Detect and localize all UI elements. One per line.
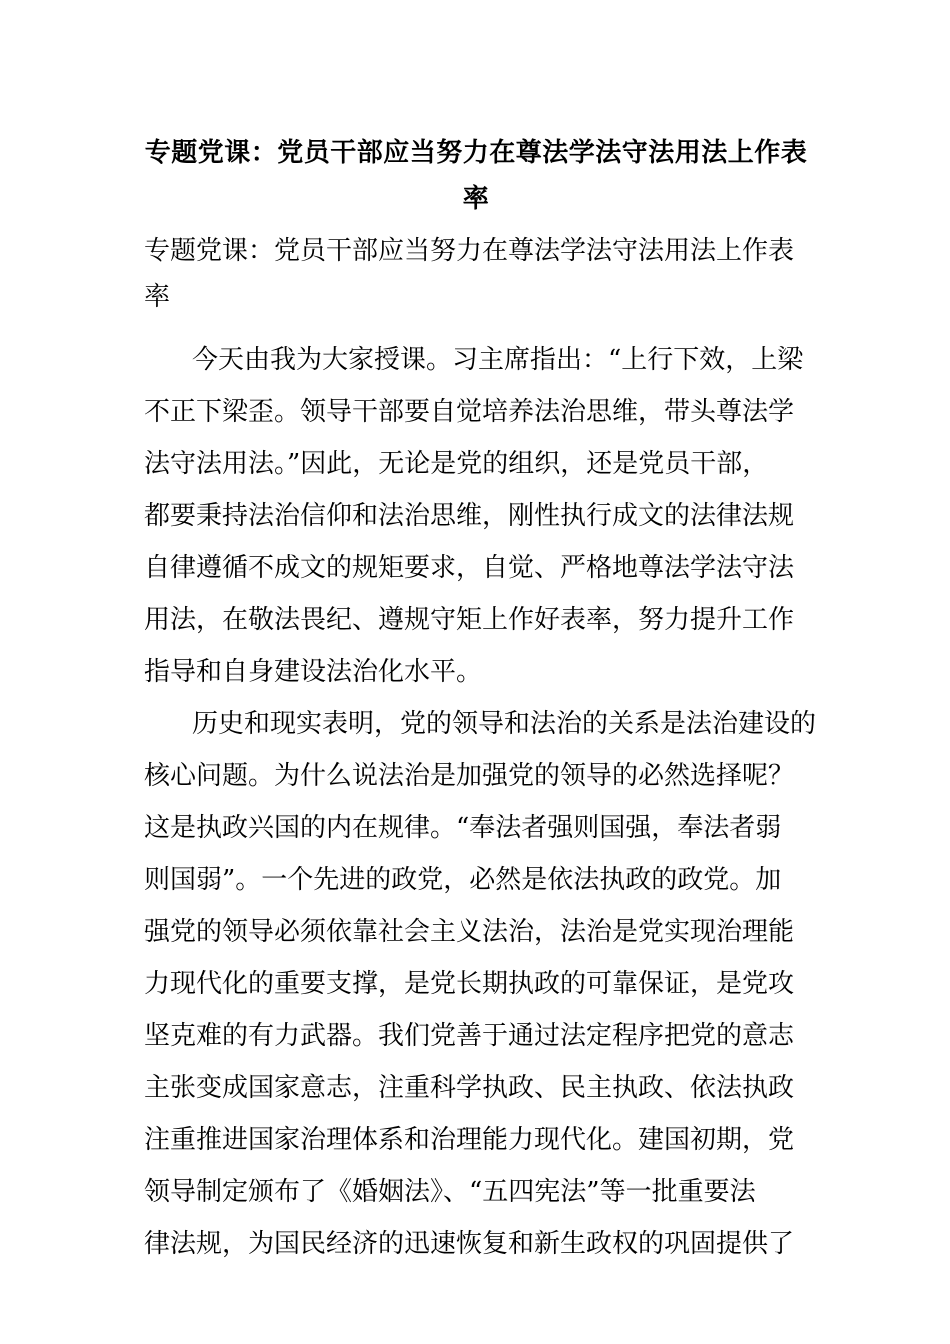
paragraph-line: 不正下梁歪。领导干部要自觉培养法治思维，带头尊法学 [144,397,795,427]
subtitle-line: 率 [144,282,171,312]
paragraph-line: 注重推进国家治理体系和治理能力现代化。建国初期，党 [144,1125,795,1155]
paragraph-line: 这是执政兴国的内在规律。“奉法者强则国强，奉法者弱 [144,813,782,843]
paragraph-line: 核心问题。为什么说法治是加强党的领导的必然选择呢？ [144,761,795,791]
paragraph-line: 力现代化的重要支撑，是党长期执政的可靠保证，是党攻 [144,969,795,999]
document-subtitle [144,228,808,320]
paragraph-line: 用法，在敬法畏纪、遵规守矩上作好表率，努力提升工作 [144,605,795,635]
paragraph-2 [144,698,817,1270]
paragraph-line: 法守法用法。”因此，无论是党的组织，还是党员干部， [144,449,769,479]
title-line: 率 [462,184,490,214]
paragraph-line: 律法规，为国民经济的迅速恢复和新生政权的巩固提供了 [144,1229,795,1259]
paragraph-line: 则国弱”。一个先进的政党，必然是依法执政的政党。加 [144,865,782,895]
title-line: 专题党课：党员干部应当努力在尊法学法守法用法上作表 [144,138,808,168]
document-title [144,130,808,222]
paragraph-1 [144,334,808,698]
paragraph-line: 历史和现实表明，党的领导和法治的关系是法治建设的 [192,709,817,739]
paragraph-line: 主张变成国家意志，注重科学执政、民主执政、依法执政 [144,1073,795,1103]
paragraph-line: 都要秉持法治信仰和法治思维，刚性执行成文的法律法规 [144,501,795,531]
subtitle-line: 专题党课：党员干部应当努力在尊法学法守法用法上作表 [144,236,795,266]
paragraph-line: 强党的领导必须依靠社会主义法治，法治是党实现治理能 [144,917,795,947]
paragraph-line: 自律遵循不成文的规矩要求，自觉、严格地尊法学法守法 [144,553,795,583]
paragraph-line: 领导制定颁布了《婚姻法》、“五四宪法”等一批重要法 [144,1177,756,1207]
paragraph-line: 指导和自身建设法治化水平。 [144,657,483,687]
paragraph-line: 坚克难的有力武器。我们党善于通过法定程序把党的意志 [144,1021,795,1051]
document-page [144,130,817,1270]
paragraph-line: 今天由我为大家授课。习主席指出：“上行下效，上梁 [192,345,804,375]
